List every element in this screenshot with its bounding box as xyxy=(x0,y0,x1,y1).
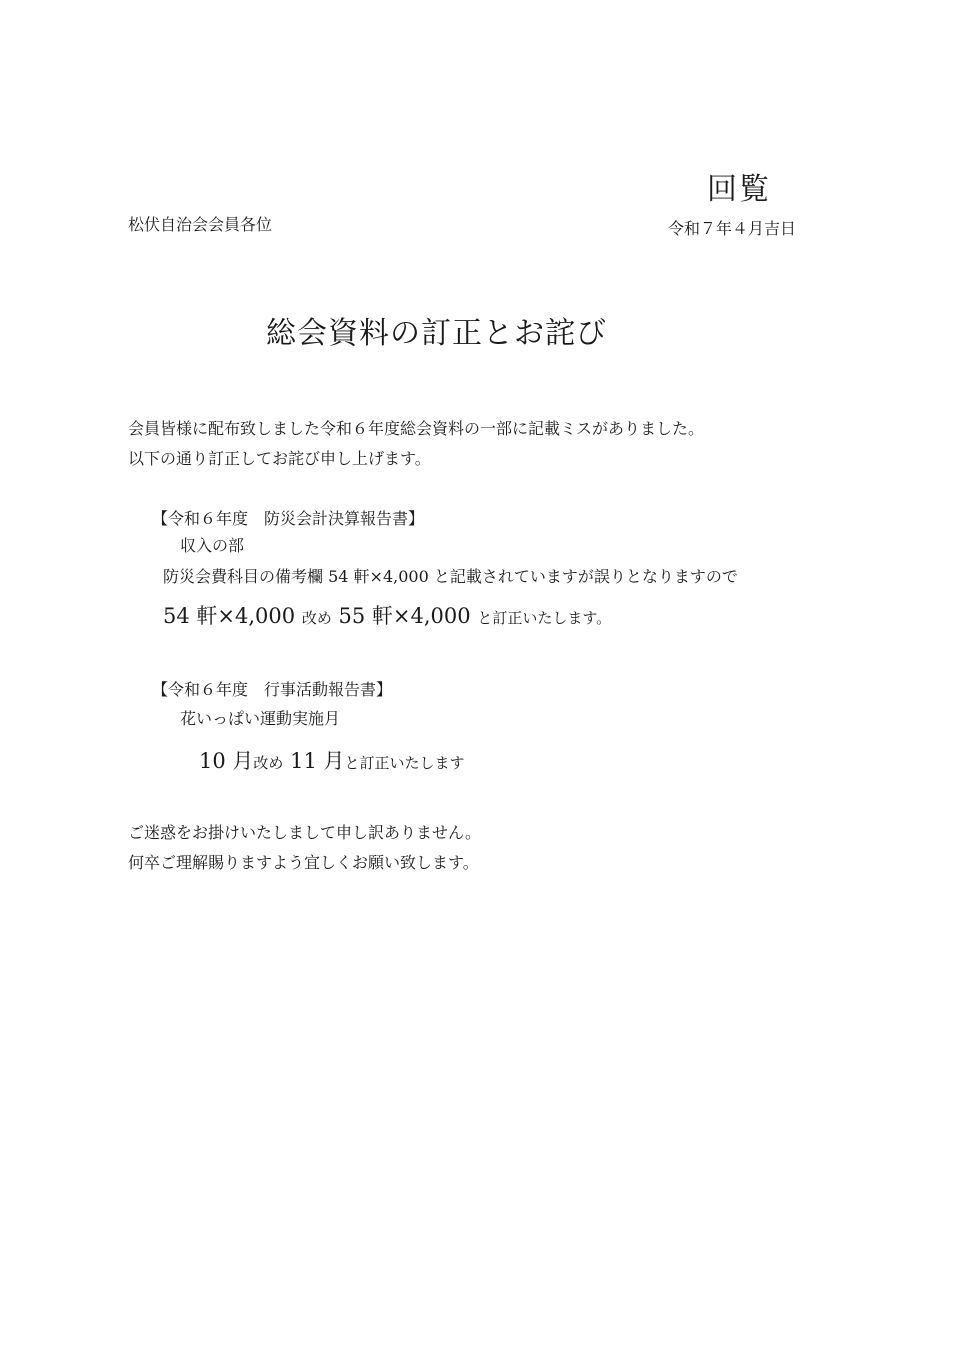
section1-connector: 改め xyxy=(301,609,332,627)
section1-subheading: 収入の部 xyxy=(180,536,245,555)
section1-correct-value: 55 軒×4,000 xyxy=(338,604,471,628)
intro-line-2: 以下の通り訂正してお詫び申し上げます。 xyxy=(128,449,431,468)
intro-line-1: 会員皆様に配布致しました令和６年度総会資料の一部に記載ミスがありました。 xyxy=(128,419,705,438)
document-title: 総会資料の訂正とお詫び xyxy=(266,316,607,351)
section1-tail: と訂正いたします。 xyxy=(477,609,612,627)
addressee: 松伏自治会会員各位 xyxy=(128,215,273,234)
section2-wrong-value: 10 月 xyxy=(199,749,254,773)
section1-detail: 防災会費科目の備考欄 54 軒×4,000 と記載されていますが誤りとなりますので xyxy=(163,567,738,586)
section1-correction xyxy=(163,600,611,630)
section2-heading: 【令和６年度 行事活動報告書】 xyxy=(152,680,393,699)
section2-correct-value: 11 月 xyxy=(290,749,345,773)
section2-subheading: 花いっぱい運動実施月 xyxy=(180,709,341,728)
section1-heading: 【令和６年度 防災会計決算報告書】 xyxy=(152,509,425,528)
closing-line-2: 何卒ご理解賜りますよう宜しくお願い致します。 xyxy=(128,853,479,872)
closing-line-1: ご迷惑をお掛けいたしまして申し訳ありません。 xyxy=(128,823,481,842)
section2-connector: 改め xyxy=(253,754,284,772)
section1-wrong-value: 54 軒×4,000 xyxy=(163,604,296,628)
circulation-label: 回覧 xyxy=(707,172,771,207)
section2-tail: と訂正いたします xyxy=(344,754,465,772)
issue-date: 令和７年４月吉日 xyxy=(668,219,797,238)
section2-correction xyxy=(199,745,465,775)
